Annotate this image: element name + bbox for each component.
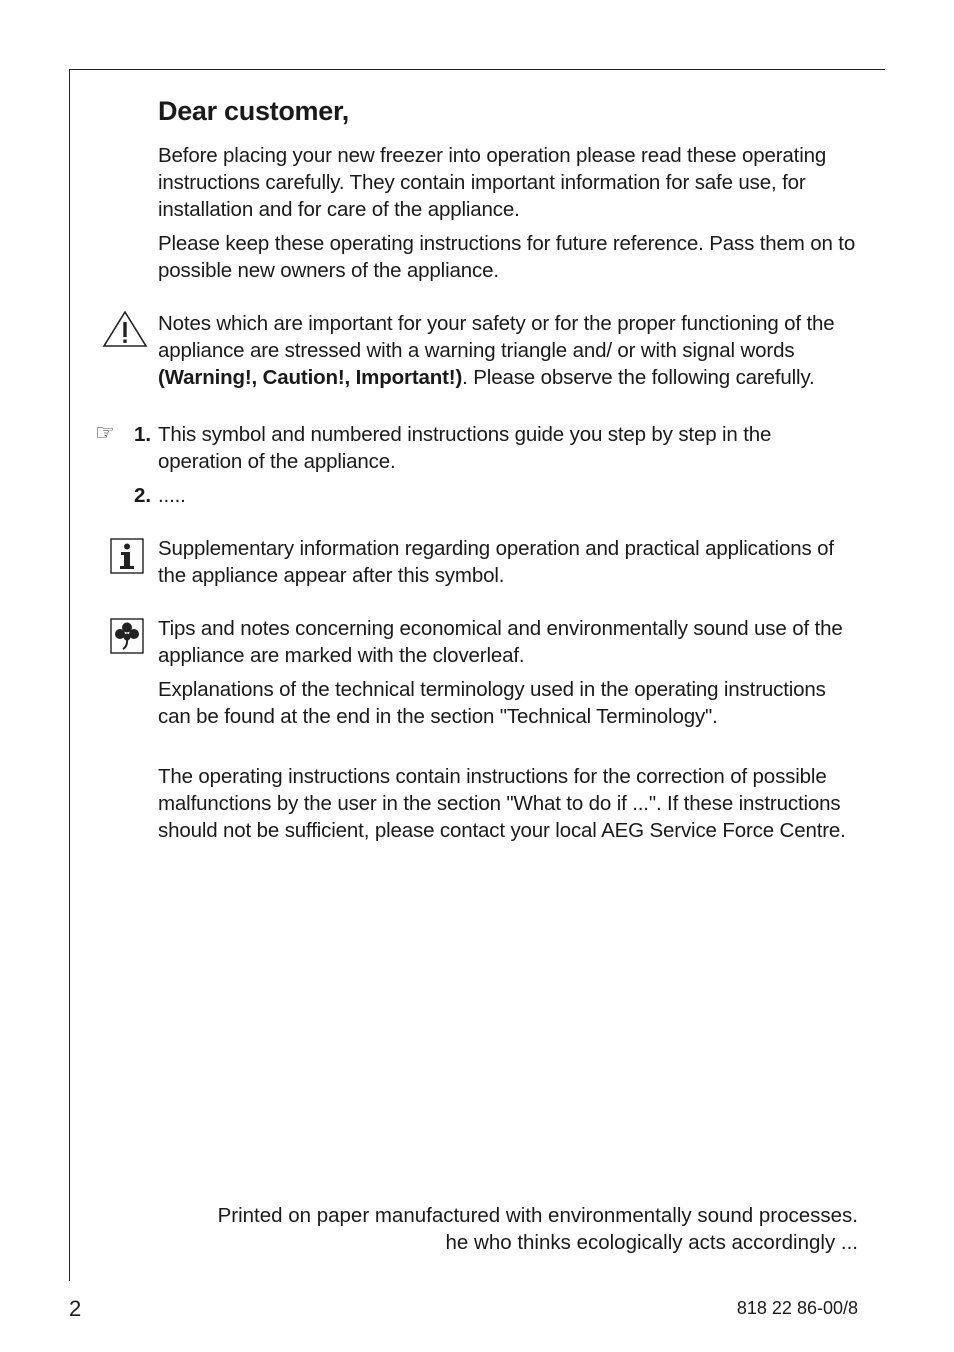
warning-note-text <box>158 310 858 391</box>
intro-paragraph-1: Before placing your new freezer into operation please read these operating instructions carefully. They contain important information for safe use, for installation and for care of the appliance. <box>158 144 827 221</box>
footer-line-2: he who thinks ecologically acts accordingly ... <box>445 1231 858 1254</box>
pointing-hand-icon: ☞ <box>95 421 115 446</box>
cloverleaf-icon <box>110 618 144 654</box>
info-icon <box>110 538 144 574</box>
terminology-paragraph: Explanations of the technical terminology used in the operating instructions can be found at the end in the section "Technical Terminology". <box>158 678 826 728</box>
left-rule <box>69 69 70 1281</box>
step-text: This symbol and numbered instructions guide you step by step in the operation of the appliance. <box>158 423 772 473</box>
malfunctions-paragraph: The operating instructions contain instructions for the correction of possible malfunctions by the user in the section "What to do if ...". If these instructions should not be sufficient, please contact your local AEG Service Force Centre. <box>158 765 846 842</box>
step-number: 2. <box>134 484 152 507</box>
page-title: Dear customer, <box>158 96 349 126</box>
eco-note-text: Tips and notes concerning economical and environmentally sound use of the appliance are marked with the cloverleaf. <box>158 617 843 667</box>
intro-paragraph-2: Please keep these operating instructions for future reference. Pass them on to possible new owners of the appliance. <box>158 232 856 282</box>
step-text: ..... <box>158 484 186 507</box>
footer-line-1: Printed on paper manufactured with environmentally sound processes. <box>217 1204 858 1227</box>
step-number: 1. <box>134 423 152 446</box>
warning-note-text-part: . Please observe the following carefully. <box>462 366 815 389</box>
info-note-text: Supplementary information regarding operation and practical applications of the appliance appear after this symbol. <box>158 537 834 587</box>
top-rule <box>69 69 885 70</box>
warning-triangle-icon <box>102 309 148 349</box>
document-code: 818 22 86-00/8 <box>736 1298 858 1318</box>
signal-words: (Warning!, Caution!, Important!) <box>158 366 463 389</box>
page-number: 2 <box>69 1296 82 1321</box>
warning-note-text-part: Notes which are important for your safety or for the proper functioning of the appliance are stressed with a warning triangle and/ or with signal words <box>158 312 835 362</box>
